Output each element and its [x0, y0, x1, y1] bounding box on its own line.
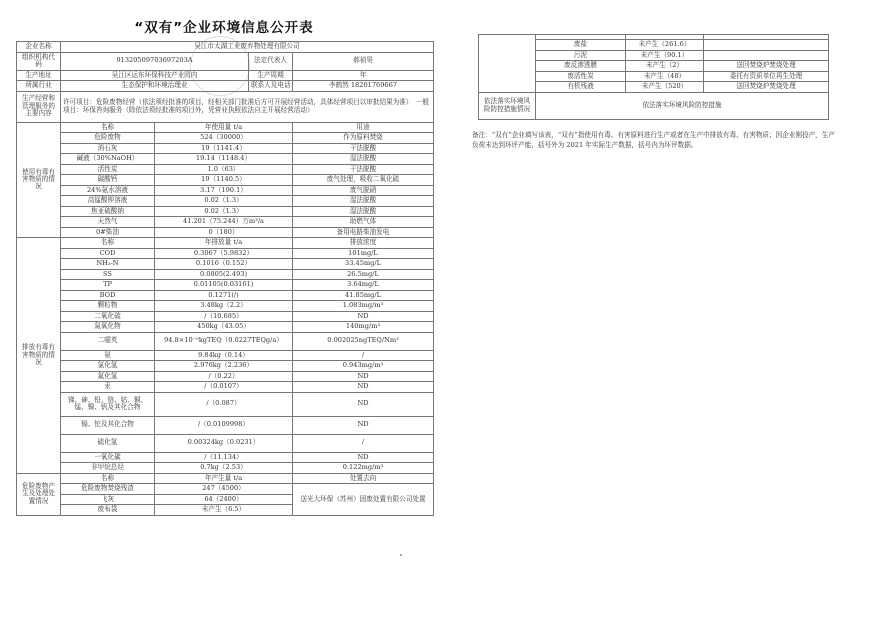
toxic-use-purpose: 湿法脱酸 [293, 196, 434, 207]
toxic-use-name: 24%氨水溶液 [61, 185, 155, 196]
toxic-emit-conc: 0.943mg/m³ [293, 361, 434, 372]
toxic-emit-conc: 26.5mg/L [293, 269, 434, 280]
address: 吴江区运东环保科技产业园内 [61, 70, 249, 81]
toxic-emit-row [17, 392, 434, 416]
toxic-emit-row [17, 269, 434, 280]
toxic-use-row [17, 196, 434, 207]
hazwaste-name: 污泥 [536, 50, 626, 61]
toxic-emit-col-amount: 年排放量 t/a [155, 238, 293, 249]
toxic-emit-row [17, 311, 434, 322]
hazwaste-amount: 247（4500） [155, 484, 293, 495]
toxic-emit-name: 镉、铊及其化合物 [61, 416, 155, 434]
toxic-emit-conc: ND [293, 392, 434, 416]
toxic-emit-amount: /（10.685） [155, 311, 293, 322]
hazwaste-name: 有机残液 [536, 82, 626, 93]
contact-label: 联系人及电话 [249, 81, 293, 92]
disclosure-table [16, 41, 434, 516]
toxic-emit-conc: ND [293, 311, 434, 322]
hazwaste-col-dest: 处置去向 [293, 473, 434, 484]
toxic-use-name: 消石灰 [61, 143, 155, 154]
toxic-emit-amount: /（11.134） [155, 452, 293, 463]
toxic-emit-row [17, 280, 434, 291]
toxic-emit-amount: 9.84kg（0.14） [155, 350, 293, 361]
industry: 生态保护和环境治理业 [61, 81, 249, 92]
toxic-emit-name: TP [61, 280, 155, 291]
toxic-use-amount: 19（1140.5） [155, 175, 293, 186]
hazwaste-name: 废盐 [536, 40, 626, 51]
toxic-use-row [17, 164, 434, 175]
toxic-use-name: 0#柴油 [61, 227, 155, 238]
toxic-emit-amount: 2.976kg（2.236） [155, 361, 293, 372]
toxic-use-purpose: 备用电路柴油发电 [293, 227, 434, 238]
toxic-emit-amount: /（0.22） [155, 371, 293, 382]
toxic-use-row [17, 154, 434, 165]
toxic-use-amount: 19.14（1148.4） [155, 154, 293, 165]
scope: 许可项目：危险废物经营（依法须经批准的项目，经相关部门批准后方可开展经营活动，具体经营项目以审批结果为准） 一般项目：环保咨询服务（除依法须经批准的项目外，凭营业执照依法自主开展经营活动） [61, 91, 434, 122]
toxic-use-amount: 0.02（1.3） [155, 206, 293, 217]
footnote: 备注：“双有”企业填写该表，“双有”指使用有毒、有害原料进行生产或者在生产中排放有毒、有害物质；因企业刚投产，生产负荷未达到环评产能，括号外为 2021 年实际生产数据，括号内为环评数据。 [472, 131, 835, 150]
toxic-emit-name: 非甲烷总烃 [61, 463, 155, 474]
toxic-use-amount: 1.0（63） [155, 164, 293, 175]
toxic-emit-conc: / [293, 350, 434, 361]
toxic-emit-row [17, 248, 434, 259]
toxic-use-purpose: 作为原料焚烧 [293, 133, 434, 144]
toxic-emit-conc: / [293, 434, 434, 452]
toxic-use-purpose: 干法脱酸 [293, 143, 434, 154]
toxic-emit-section-label: 排放有毒有害物质的情况 [17, 238, 61, 474]
toxic-emit-row [17, 332, 434, 350]
toxic-use-row [17, 206, 434, 217]
toxic-emit-name: COD [61, 248, 155, 259]
toxic-use-row [17, 185, 434, 196]
toxic-emit-row [17, 290, 434, 301]
company-name-label: 企业名称 [17, 42, 61, 53]
toxic-emit-name: 氨 [61, 350, 155, 361]
toxic-emit-conc: ND [293, 452, 434, 463]
scope-label: 生产经营和管理服务的主要内容 [17, 91, 61, 122]
toxic-emit-conc: 0.122mg/m³ [293, 463, 434, 474]
toxic-use-row [17, 175, 434, 186]
toxic-use-purpose: 干法脱酸 [293, 164, 434, 175]
scan-speck [400, 554, 402, 556]
hazwaste-amount: 64（2400） [155, 494, 293, 505]
toxic-emit-name: NH₃-N [61, 259, 155, 270]
continued-section-label [479, 35, 536, 93]
toxic-emit-name: BOD [61, 290, 155, 301]
toxic-emit-amount: 0.1016（0.152） [155, 259, 293, 270]
toxic-emit-amount: /（0.087） [155, 392, 293, 416]
hazwaste-amount: 未产生（48） [626, 71, 704, 82]
toxic-use-amount: 3.17（190.1） [155, 185, 293, 196]
hazwaste-name: 废布袋 [61, 505, 155, 516]
toxic-emit-row [17, 259, 434, 270]
toxic-use-amount: 41.201（75.244）万m³/a [155, 217, 293, 228]
address-label: 生产地址 [17, 70, 61, 81]
legal-rep: 郝祯昊 [293, 52, 434, 70]
hazwaste-destination: 送回焚烧炉焚烧处理 [704, 61, 829, 72]
risk-control-value: 依法落实环境风险防控措施 [536, 92, 829, 119]
toxic-use-amount: 0（180） [155, 227, 293, 238]
hazwaste-amount: 未产生（6.5） [155, 505, 293, 516]
toxic-use-purpose: 废气处理，吸收二氧化硫 [293, 175, 434, 186]
toxic-emit-conc: ND [293, 371, 434, 382]
toxic-emit-row [17, 382, 434, 393]
toxic-use-row [17, 217, 434, 228]
toxic-emit-name: SS [61, 269, 155, 280]
toxic-use-name: 焦亚硫酸钠 [61, 206, 155, 217]
toxic-use-purpose: 助燃气体 [293, 217, 434, 228]
toxic-emit-amount: /（0.0109998） [155, 416, 293, 434]
toxic-emit-name: 氟化氢 [61, 371, 155, 382]
toxic-emit-conc: 0.002025ngTEQ/Nm³ [293, 332, 434, 350]
toxic-emit-amount: 450kg（43.05） [155, 322, 293, 333]
toxic-emit-amount: 0.1271(/) [155, 290, 293, 301]
toxic-use-amount: 0.02（1.3） [155, 196, 293, 207]
toxic-use-name: 高锰酸钾溶液 [61, 196, 155, 207]
toxic-emit-amount: /（0.0107） [155, 382, 293, 393]
toxic-use-name: 危险废物 [61, 133, 155, 144]
toxic-use-amount: 19（1141.4） [155, 143, 293, 154]
toxic-emit-row [17, 452, 434, 463]
toxic-emit-amount: 3.48kg（2.2） [155, 301, 293, 312]
toxic-emit-conc: 3.64mg/L [293, 280, 434, 291]
toxic-emit-row [17, 301, 434, 312]
toxic-emit-conc: 140mg/m³ [293, 322, 434, 333]
toxic-emit-name: 一氧化碳 [61, 452, 155, 463]
toxic-emit-name: 硫化氢 [61, 434, 155, 452]
org-code-label: 组织机构代码 [17, 52, 61, 70]
toxic-emit-name: 锑、砷、铅、铬、钴、铜、锰、镍、钒及其化合物 [61, 392, 155, 416]
toxic-emit-amount: 0.00324kg（0.0231） [155, 434, 293, 452]
toxic-emit-conc: 33.45mg/L [293, 259, 434, 270]
toxic-use-section-label: 使用有毒有害物质的情况 [17, 122, 61, 238]
hazwaste-name: 飞灰 [61, 494, 155, 505]
toxic-emit-amount: 94.8×10⁻⁹kgTEQ（0.0227TEQg/a） [155, 332, 293, 350]
toxic-emit-amount: 0.7kg（2.53） [155, 463, 293, 474]
toxic-emit-amount: 0.0805(2.493) [155, 269, 293, 280]
toxic-emit-name: 氮氧化物 [61, 322, 155, 333]
hazwaste-destination: 委托有资质单位再生处理 [704, 71, 829, 82]
toxic-emit-amount: 0.01105(0.03161) [155, 280, 293, 291]
toxic-use-name: 活性炭 [61, 164, 155, 175]
toxic-use-purpose: 湿法脱酸 [293, 154, 434, 165]
toxic-emit-conc: 41.85mg/L [293, 290, 434, 301]
toxic-emit-name: 汞 [61, 382, 155, 393]
toxic-emit-amount: 0.3067（5.9832） [155, 248, 293, 259]
toxic-use-purpose: 废气脱硝 [293, 185, 434, 196]
legal-rep-label: 法定代表人 [249, 52, 293, 70]
hazwaste-section-label: 危险废物产生及处理处置情况 [17, 473, 61, 515]
toxic-emit-row [17, 371, 434, 382]
toxic-emit-conc: ND [293, 382, 434, 393]
toxic-emit-conc: 101mg/L [293, 248, 434, 259]
hazwaste-col-name: 名称 [61, 473, 155, 484]
contact: 李鹤然 18201769667 [293, 81, 434, 92]
toxic-emit-conc: ND [293, 416, 434, 434]
toxic-use-amount: 524（30000） [155, 133, 293, 144]
hazwaste-amount: 未产生（2） [626, 61, 704, 72]
hazwaste-col-amount: 年产生量 t/a [155, 473, 293, 484]
org-code: 913205097036972​03A [61, 52, 249, 70]
toxic-emit-row [17, 463, 434, 474]
company-name: 吴江市太湖工业废弃物处理有限公司 [61, 42, 434, 53]
toxic-use-col-amount: 年使用量 t/a [155, 122, 293, 133]
toxic-use-row [17, 227, 434, 238]
toxic-use-name: 碱液（30%NaOH） [61, 154, 155, 165]
toxic-use-row [17, 143, 434, 154]
toxic-use-row [17, 133, 434, 144]
toxic-emit-row [17, 434, 434, 452]
toxic-emit-name: 氯化氢 [61, 361, 155, 372]
hazwaste-destination: 送光大环保（苏州）固废处置有限公司处置 [293, 484, 434, 516]
toxic-emit-col-conc: 排放浓度 [293, 238, 434, 249]
hazwaste-amount: 未产生（90.1） [626, 50, 704, 61]
toxic-emit-name: 二氧化硫 [61, 311, 155, 322]
toxic-emit-conc: 1.083mg/m³ [293, 301, 434, 312]
toxic-use-col-use: 用途 [293, 122, 434, 133]
toxic-use-col-name: 名称 [61, 122, 155, 133]
toxic-use-name: 天然气 [61, 217, 155, 228]
risk-control-label: 依法落实环境风险防控措施情况 [479, 92, 536, 119]
hazwaste-destination [704, 40, 829, 51]
hazwaste-amount: 未产生（520） [626, 82, 704, 93]
hazwaste-name: 废活性炭 [536, 71, 626, 82]
hazwaste-row [17, 484, 434, 495]
hazwaste-continued-table [478, 34, 829, 120]
hazwaste-destination [704, 50, 829, 61]
toxic-emit-name: 二噁英 [61, 332, 155, 350]
toxic-emit-row [17, 350, 434, 361]
hazwaste-name: 废反渗透膜 [536, 61, 626, 72]
page-title: “双有”企业环境信息公开表 [134, 20, 314, 36]
period: 年 [293, 70, 434, 81]
toxic-use-purpose: 湿法脱酸 [293, 206, 434, 217]
toxic-emit-row [17, 322, 434, 333]
toxic-emit-row [17, 361, 434, 372]
hazwaste-amount: 未产生（261.6） [626, 40, 704, 51]
toxic-use-name: 碳酸钙 [61, 175, 155, 186]
toxic-emit-row [17, 416, 434, 434]
toxic-emit-name: 颗粒物 [61, 301, 155, 312]
hazwaste-destination: 送回焚烧炉焚烧处理 [704, 82, 829, 93]
toxic-emit-col-name: 名称 [61, 238, 155, 249]
period-label: 生产周期 [249, 70, 293, 81]
industry-label: 所属行业 [17, 81, 61, 92]
hazwaste-name: 危险废物焚烧残渣 [61, 484, 155, 495]
